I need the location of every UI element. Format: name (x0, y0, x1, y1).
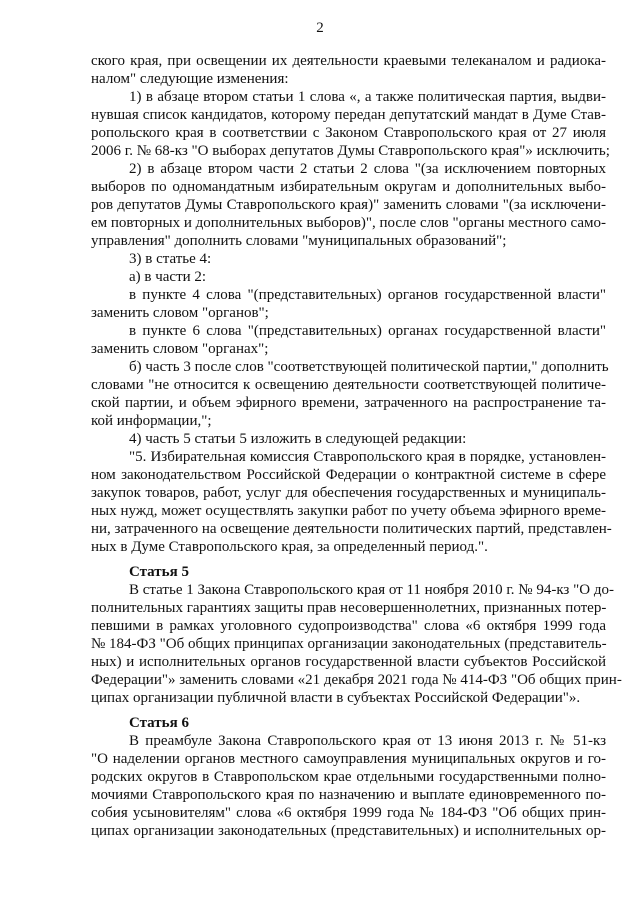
text-line: собия усыновителям" слова «6 октября 1999 года № 184-ФЗ "Об общих прин- (91, 805, 606, 821)
text-line: полнительных гарантиях защиты прав несовершеннолетних, признанных потер- (91, 600, 607, 616)
text-line: мочиями Ставропольского края по назначению и выплате единовременного по- (91, 787, 606, 803)
text-line: 4) часть 5 статьи 5 изложить в следующей редакции: (129, 431, 467, 447)
page-number: 2 (316, 20, 324, 36)
text-line: ской партии, и объем эфирного времени, затраченного на распространение та- (91, 395, 606, 411)
text-line: "О наделении органов местного самоуправления муниципальных округов и го- (91, 751, 606, 767)
text-line: ров депутатов Думы Ставропольского края)" заменить словами "(за исключени- (91, 197, 606, 213)
text-line: управления" дополнить словами "муниципальных образований"; (91, 233, 507, 249)
text-line: словами "не относится к освещению деятельности соответствующей политиче- (91, 377, 606, 393)
article-heading: Статья 6 (129, 715, 189, 731)
text-line: кой информации,"; (91, 413, 212, 429)
text-line: 2006 г. № 68-кз "О выборах депутатов Думы Ставропольского края"» исключить; (91, 143, 610, 159)
text-line: нувшая список кандидатов, которому передан депутатский мандат в Думе Став- (91, 107, 606, 123)
text-line: в пункте 4 слова "(представительных) органов государственной власти" (129, 287, 606, 303)
text-line: ных) и исполнительных органов государственной власти субъектов Российской (91, 654, 606, 670)
text-line: В преамбуле Закона Ставропольского края от 13 июня 2013 г. № 51-кз (129, 733, 606, 749)
text-line: ципах организации публичной власти в субъектах Российской Федерации"». (91, 690, 581, 706)
text-line: заменить словом "органов"; (91, 305, 269, 321)
text-line: а) в части 2: (129, 269, 207, 285)
text-line: ского края, при освещении их деятельности краевыми телеканалом и радиока- (91, 53, 606, 69)
text-line: ном законодательством Российской Федерации о контрактной системе в сфере (91, 467, 606, 483)
text-line: ципах организации законодательных (представительных) и исполнительных ор- (91, 823, 606, 839)
text-line: "5. Избирательная комиссия Ставропольского края в порядке, установлен- (129, 449, 606, 465)
text-line: заменить словом "органах"; (91, 341, 269, 357)
text-line: 1) в абзаце втором статьи 1 слова «, а также политическая партия, выдви- (129, 89, 606, 105)
text-line: родских округов в Ставропольском крае отдельными государственными полно- (91, 769, 606, 785)
text-line: 3) в статье 4: (129, 251, 212, 267)
text-line: б) часть 3 после слов "соответствующей политической партии," дополнить (129, 359, 609, 375)
text-line: налом" следующие изменения: (91, 71, 289, 87)
text-line: Федерации"» заменить словами «21 декабря 2021 года № 414-ФЗ "Об общих прин- (91, 672, 622, 688)
text-line: 2) в абзаце втором части 2 статьи 2 слова "(за исключением повторных (129, 161, 606, 177)
text-line: ропольского края в соответствии с Законом Ставропольского края от 27 июля (91, 125, 606, 141)
text-line: певшими в рамках уголовного судопроизводства" слова «6 октября 1999 года (91, 618, 606, 634)
text-line: № 184-ФЗ "Об общих принципах организации законодательных (представитель- (91, 636, 607, 652)
text-line: ем повторных и дополнительных выборов)", после слов "органы местного само- (91, 215, 607, 231)
text-line: ни, затраченного на освещение деятельности политических партий, представлен- (91, 521, 612, 537)
text-line: выборов по одномандатным избирательным округам и дополнительных выбо- (91, 179, 606, 195)
text-line: В статье 1 Закона Ставропольского края от 11 ноября 2010 г. № 94-кз "О до- (129, 582, 614, 598)
article-heading: Статья 5 (129, 564, 189, 580)
text-line: закупок товаров, работ, услуг для обеспечения государственных и муниципаль- (91, 485, 606, 501)
text-line: в пункте 6 слова "(представительных) органах государственной власти" (129, 323, 606, 339)
text-line: ных нужд, может осуществлять закупки работ по учету объема эфирного време- (91, 503, 606, 519)
text-line: ных в Думе Ставропольского края, за определенный период.". (91, 539, 488, 555)
